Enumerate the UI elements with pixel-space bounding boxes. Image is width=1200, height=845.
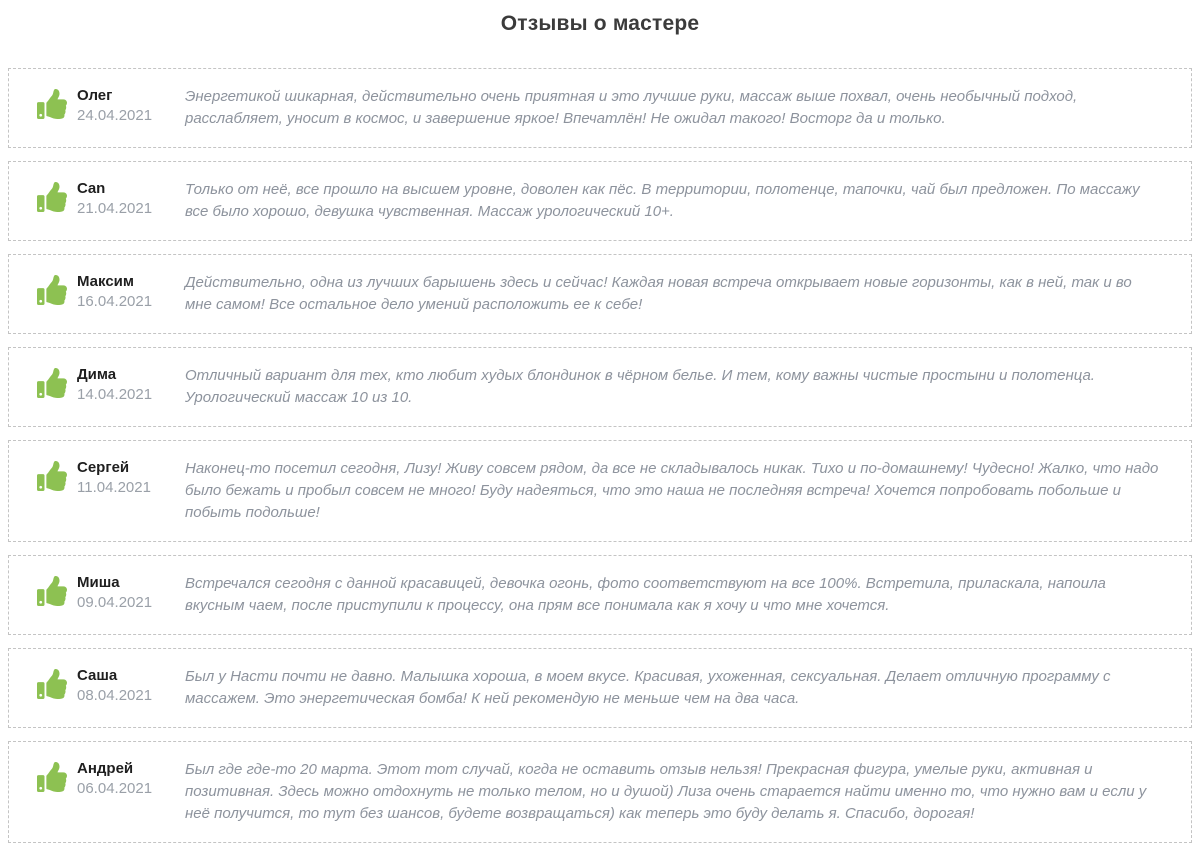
- review-card: [8, 741, 1192, 843]
- thumbs-up-icon: [37, 762, 67, 792]
- thumbs-up-icon: [37, 669, 67, 699]
- reviewer-meta-text: [77, 573, 152, 613]
- review-meta: [37, 573, 185, 613]
- review-text: Действительно, одна из лучших барышень здесь и сейчас! Каждая новая встреча открывает новые горизонты, как в ней, так и во мне самом! Все остальное дело умений расположить ее к себе!: [185, 274, 1132, 313]
- reviewer-name: Can: [77, 180, 106, 197]
- review-card: [8, 68, 1192, 148]
- reviewer-name: Сергей: [77, 459, 130, 476]
- review-date: 24.04.2021: [77, 107, 153, 124]
- review-meta: [37, 272, 185, 312]
- page-title: Отзывы о мастере: [500, 12, 700, 35]
- review-meta: [37, 666, 185, 706]
- thumbs-up-icon: [37, 89, 67, 119]
- reviewer-name: Дима: [77, 366, 117, 383]
- reviewer-meta-text: [77, 365, 152, 405]
- review-text: Только от неё, все прошло на высшем уровне, доволен как пёс. В территории, полотенце, тапочки, чай был предложен. По массажу все было хорошо, девушка чувственная. Массаж урологический 10+.: [185, 181, 1140, 220]
- review-text: Встречался сегодня с данной красавицей, девочка огонь, фото соответствуют на все 100%. Встретила, приласкала, напоила вкусным чаем, после приступили к процессу, она прям все понимала как я хочу и что мне хочется.: [185, 575, 1106, 614]
- review-meta: [37, 179, 185, 219]
- review-text: Был у Насти почти не давно. Малышка хороша, в моем вкусе. Красивая, ухоженная, сексуальная. Делает отличную программу с массажем. Это энергетическая бомба! К ней рекомендую не меньше чем на два часа.: [185, 668, 1111, 707]
- reviewer-name: Максим: [77, 273, 134, 290]
- thumbs-up-icon: [37, 368, 67, 398]
- review-meta: [37, 759, 185, 799]
- reviews-list: [0, 68, 1200, 843]
- reviewer-name: Миша: [77, 574, 120, 591]
- review-text: Энергетикой шикарная, действительно очень приятная и это лучшие руки, массаж выше похвал, очень необычный подход, расслабляет, уносит в космос, и завершение яркое! Впечатлён! Не ожидал такого! Восторг да и только.: [185, 88, 1078, 127]
- reviewer-name: Андрей: [77, 760, 134, 777]
- reviewer-name: Саша: [77, 667, 118, 684]
- reviewer-name: Олег: [77, 87, 113, 104]
- review-date: 08.04.2021: [77, 687, 153, 704]
- reviewer-meta-text: [77, 458, 151, 498]
- review-date: 06.04.2021: [77, 780, 153, 797]
- review-text: Был где где-то 20 марта. Этот тот случай, когда не оставить отзыв нельзя! Прекрасная фигура, умелые руки, активная и позитивная. Здесь можно отдохнуть не только телом, но и душой) Лиза очень старается найти именно то, что нужно вам и если у неё получится, то тут без шансов, будете возвращаться) как теперь это буду делать я. Спасибо, дорогая!: [185, 761, 1147, 822]
- review-date: 21.04.2021: [77, 200, 153, 217]
- review-meta: [37, 458, 185, 498]
- reviewer-meta-text: [77, 272, 152, 312]
- thumbs-up-icon: [37, 275, 67, 305]
- thumbs-up-icon: [37, 461, 67, 491]
- review-date: 14.04.2021: [77, 386, 153, 403]
- review-meta: [37, 86, 185, 126]
- review-card: [8, 440, 1192, 542]
- thumbs-up-icon: [37, 576, 67, 606]
- review-card: [8, 161, 1192, 241]
- review-meta: [37, 365, 185, 405]
- review-card: [8, 648, 1192, 728]
- review-card: [8, 254, 1192, 334]
- review-card: [8, 555, 1192, 635]
- review-text: Отличный вариант для тех, кто любит худых блондинок в чёрном белье. И тем, кому важны чистые простыни и полотенца. Урологический массаж 10 из 10.: [185, 367, 1095, 406]
- review-text: Наконец-то посетил сегодня, Лизу! Живу совсем рядом, да все не складывалось никак. Тихо и по-домашнему! Чудесно! Жалко, что надо было бежать и пробыл совсем не много! Буду надеяться, что это наша не последняя встреча! Хочется попробовать побольше и побыть подольше!: [185, 460, 1159, 521]
- reviewer-meta-text: [77, 759, 152, 799]
- review-date: 11.04.2021: [77, 479, 151, 496]
- reviewer-meta-text: [77, 666, 152, 706]
- reviewer-meta-text: [77, 86, 152, 126]
- thumbs-up-icon: [37, 182, 67, 212]
- review-card: [8, 347, 1192, 427]
- reviewer-meta-text: [77, 179, 152, 219]
- review-date: 16.04.2021: [77, 293, 153, 310]
- review-date: 09.04.2021: [77, 594, 153, 611]
